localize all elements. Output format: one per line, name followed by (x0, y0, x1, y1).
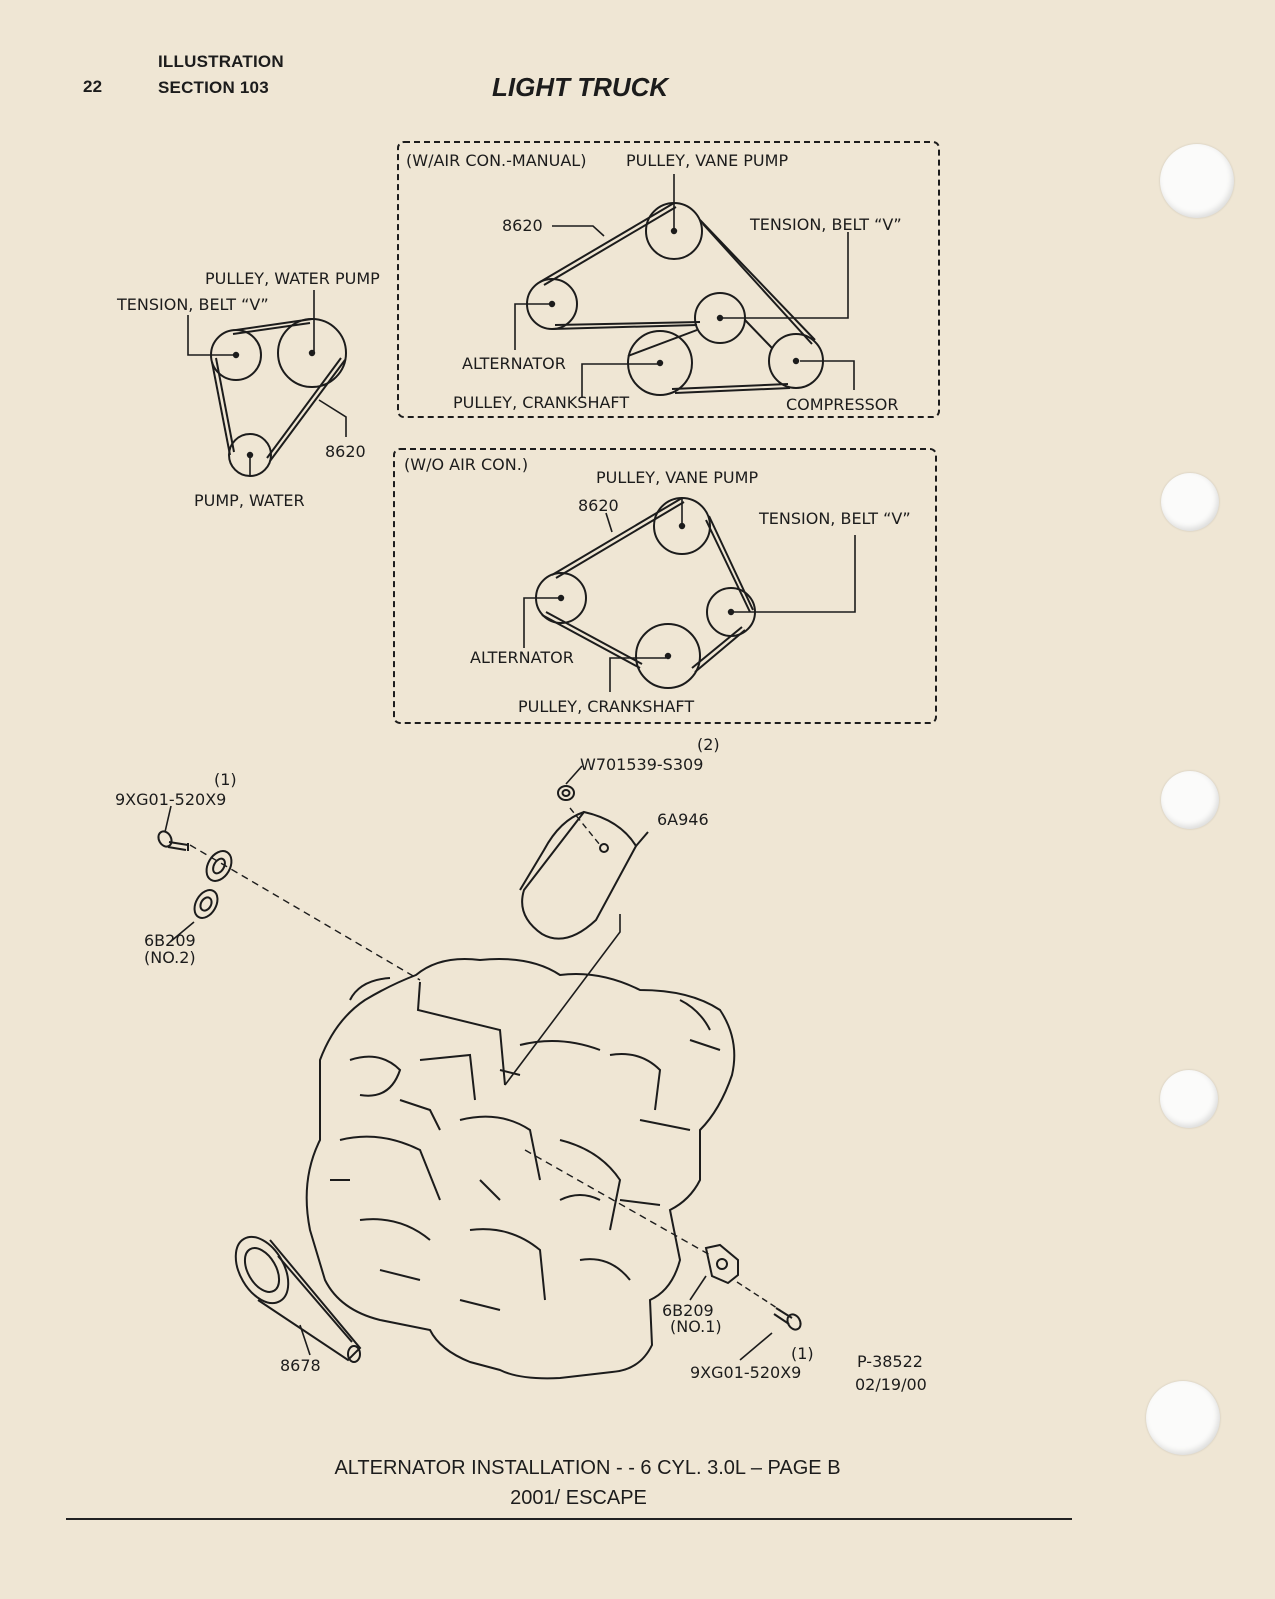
label-ac-belt: 8620 (502, 216, 543, 235)
section-line-2: SECTION 103 (158, 78, 269, 97)
bushing-lower (690, 1245, 738, 1300)
label-nut: W701539-S309 (580, 755, 704, 774)
label-left-belt: 8620 (325, 442, 366, 461)
belt-diagram-ac (398, 142, 939, 417)
footer-rule (66, 1518, 1072, 1520)
label-bolt-bottom: 9XG01-520X9 (690, 1363, 802, 1382)
label-bolt-top-qty: (1) (214, 770, 237, 789)
label-ac-box: (W/AIR CON.-MANUAL) (406, 151, 587, 170)
label-left-tension: TENSION, BELT “V” (117, 295, 269, 314)
section-line-1: ILLUSTRATION (158, 52, 284, 71)
label-shield: 6A946 (657, 810, 709, 829)
label-noac-belt: 8620 (578, 496, 619, 515)
figure-id: P-38522 (857, 1352, 923, 1371)
figure-date: 02/19/00 (855, 1375, 927, 1394)
label-noac-alternator: ALTERNATOR (470, 648, 574, 667)
vehicle-model: 2001/ ESCAPE (510, 1487, 647, 1509)
label-bushing-no1-note: (NO.1) (670, 1317, 722, 1336)
label-ac-crankshaft: PULLEY, CRANKSHAFT (453, 393, 630, 412)
label-bolt-top: 9XG01-520X9 (115, 790, 227, 809)
label-left-water-pump-pulley: PULLEY, WATER PUMP (205, 269, 380, 288)
label-bushing-no2: 6B209 (144, 931, 196, 950)
belt-diagram-base (188, 290, 346, 476)
label-bushing-no2-note: (NO.2) (144, 948, 196, 967)
belt-diagram-no-ac (394, 449, 936, 723)
label-left-pump-water: PUMP, WATER (194, 491, 305, 510)
label-ac-compressor: COMPRESSOR (786, 395, 899, 414)
nut (558, 766, 600, 845)
label-ac-alternator: ALTERNATOR (462, 354, 566, 373)
page-title: LIGHT TRUCK (492, 72, 669, 102)
label-ac-vane-pump: PULLEY, VANE PUMP (626, 151, 789, 170)
label-noac-box: (W/O AIR CON.) (404, 455, 529, 474)
label-bracket: 8678 (280, 1356, 321, 1375)
label-bolt-bottom-qty: (1) (791, 1344, 814, 1363)
bolt-top (156, 806, 188, 851)
figure-caption: ALTERNATOR INSTALLATION - - 6 CYL. 3.0L – PAGE B (334, 1457, 841, 1479)
label-bushing-no1: 6B209 (662, 1301, 714, 1320)
exploded-view (156, 766, 803, 1378)
label-noac-crankshaft: PULLEY, CRANKSHAFT (518, 697, 695, 716)
label-noac-vane-pump: PULLEY, VANE PUMP (596, 468, 759, 487)
bushing-upper (170, 847, 237, 942)
alternator-bracket (225, 1228, 360, 1362)
label-nut-qty: (2) (697, 735, 720, 754)
label-noac-tension: TENSION, BELT “V” (759, 509, 911, 528)
page-number: 22 (83, 77, 103, 96)
label-ac-tension: TENSION, BELT “V” (750, 215, 902, 234)
